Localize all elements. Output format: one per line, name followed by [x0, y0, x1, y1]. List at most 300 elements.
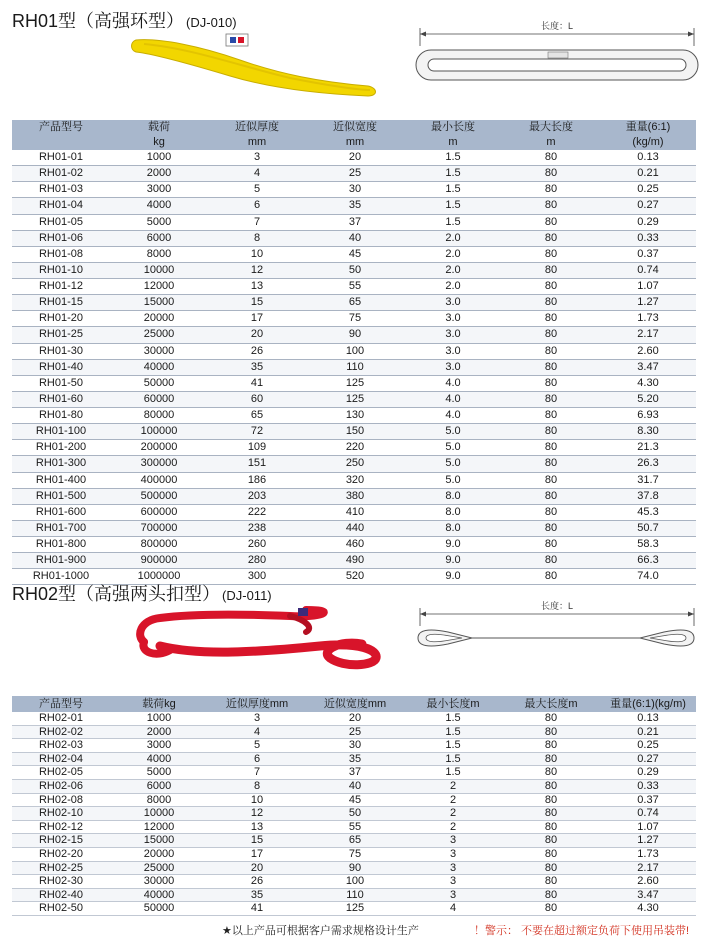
table-cell: RH02-20 — [12, 847, 110, 861]
table-cell: RH01-20 — [12, 311, 110, 327]
section2-title — [12, 583, 272, 607]
table-cell: 72 — [208, 424, 306, 440]
header-load: 载荷kg — [110, 696, 208, 712]
table-cell: 15000 — [110, 834, 208, 848]
table-cell: 5.0 — [404, 424, 502, 440]
table-cell: 200000 — [110, 440, 208, 456]
table-cell: 5 — [208, 739, 306, 753]
table-cell: 3.0 — [404, 343, 502, 359]
table-cell: 13 — [208, 820, 306, 834]
table-cell: 80 — [502, 712, 600, 725]
table-cell: 2.0 — [404, 262, 502, 278]
table-cell: 90 — [306, 327, 404, 343]
table-cell: 8 — [208, 230, 306, 246]
table-cell: 5 — [208, 182, 306, 198]
table-cell: 4.0 — [404, 391, 502, 407]
table-cell: 280 — [208, 553, 306, 569]
table-cell: 50 — [306, 807, 404, 821]
table-row — [12, 504, 696, 520]
header-load: 载荷 — [110, 120, 208, 135]
table-cell: 80 — [502, 766, 600, 780]
table-cell: 40000 — [110, 359, 208, 375]
table-cell: 5.0 — [404, 472, 502, 488]
table-cell: 2.17 — [600, 327, 696, 343]
table-cell: 4 — [208, 725, 306, 739]
table-row — [12, 875, 696, 889]
table-cell: 25000 — [110, 861, 208, 875]
table-cell: 75 — [306, 311, 404, 327]
table-cell: 80 — [502, 807, 600, 821]
table-cell: RH02-03 — [12, 739, 110, 753]
table-cell: 6 — [208, 752, 306, 766]
table-cell: 5.0 — [404, 456, 502, 472]
table-cell: RH01-300 — [12, 456, 110, 472]
table-cell: 6.93 — [600, 408, 696, 424]
table-row — [12, 820, 696, 834]
table-cell: 2.0 — [404, 246, 502, 262]
table-cell: 80 — [502, 343, 600, 359]
table-cell: 41 — [208, 375, 306, 391]
table-cell: 500000 — [110, 488, 208, 504]
table-row — [12, 279, 696, 295]
table-row — [12, 359, 696, 375]
table-cell: 3.0 — [404, 311, 502, 327]
header-model: 产品型号 — [12, 696, 110, 712]
table-cell: RH01-01 — [12, 150, 110, 166]
table-cell: 15 — [208, 834, 306, 848]
table-cell: 80 — [502, 440, 600, 456]
table-cell: RH02-50 — [12, 902, 110, 916]
table-cell: RH01-50 — [12, 375, 110, 391]
table-cell: 50000 — [110, 375, 208, 391]
table-cell: 0.74 — [600, 807, 696, 821]
unit-weight: (kg/m) — [600, 135, 696, 150]
table-cell: 37 — [306, 766, 404, 780]
table-cell: RH01-02 — [12, 166, 110, 182]
unit-min-length: m — [404, 135, 502, 150]
table-cell: 3 — [404, 861, 502, 875]
table-row — [12, 456, 696, 472]
table-cell: 35 — [306, 198, 404, 214]
table-cell: 1.5 — [404, 725, 502, 739]
table-cell: 0.13 — [600, 150, 696, 166]
table-cell: 65 — [306, 834, 404, 848]
table-cell: 80 — [502, 820, 600, 834]
table-cell: 12000 — [110, 820, 208, 834]
loop-sling-diagram — [410, 14, 700, 84]
table-cell: 0.74 — [600, 262, 696, 278]
table-cell: 9.0 — [404, 537, 502, 553]
table-cell: RH01-15 — [12, 295, 110, 311]
table-cell: 80 — [502, 504, 600, 520]
table-cell: 4000 — [110, 752, 208, 766]
section1-title — [12, 10, 237, 34]
table-row — [12, 834, 696, 848]
table-cell: RH02-01 — [12, 712, 110, 725]
table-cell: 15 — [208, 295, 306, 311]
table-cell: 1.5 — [404, 739, 502, 753]
table-row — [12, 779, 696, 793]
table-cell: 25 — [306, 166, 404, 182]
table-cell: 125 — [306, 391, 404, 407]
table-cell: 26.3 — [600, 456, 696, 472]
table-cell: 9.0 — [404, 553, 502, 569]
table-cell: 800000 — [110, 537, 208, 553]
table-cell: 2000 — [110, 725, 208, 739]
table-cell: 80 — [502, 725, 600, 739]
table-cell: 4 — [404, 902, 502, 916]
table-cell: 1.5 — [404, 166, 502, 182]
table-cell: 150 — [306, 424, 404, 440]
table-cell: RH01-1000 — [12, 569, 110, 585]
table-cell: RH01-60 — [12, 391, 110, 407]
table-cell: 1000 — [110, 712, 208, 725]
eye-sling-diagram — [410, 598, 700, 658]
table-cell: 0.21 — [600, 725, 696, 739]
table-cell: 2.60 — [600, 343, 696, 359]
table-cell: 80 — [502, 295, 600, 311]
table-cell: RH01-100 — [12, 424, 110, 440]
table-cell: 109 — [208, 440, 306, 456]
table-cell: 80 — [502, 834, 600, 848]
table-cell: 490 — [306, 553, 404, 569]
table-cell: RH01-08 — [12, 246, 110, 262]
table-cell: 7 — [208, 214, 306, 230]
table-cell: 20 — [208, 861, 306, 875]
table-cell: 20 — [208, 327, 306, 343]
table-cell: 80 — [502, 424, 600, 440]
table-cell: 100 — [306, 875, 404, 889]
rh02-table-body — [12, 712, 696, 915]
table-cell: 3.0 — [404, 327, 502, 343]
table-cell: RH01-700 — [12, 520, 110, 536]
header-model: 产品型号 — [12, 120, 110, 135]
table-cell: 6000 — [110, 779, 208, 793]
table-row — [12, 766, 696, 780]
custom-production-note: ★以上产品可根据客户需求规格设计生产 — [222, 925, 419, 937]
table-cell: 50 — [306, 262, 404, 278]
table-cell: 0.21 — [600, 166, 696, 182]
table-cell: 5000 — [110, 214, 208, 230]
table-row — [12, 262, 696, 278]
table-cell: 17 — [208, 311, 306, 327]
table-cell: 26 — [208, 343, 306, 359]
table-row — [12, 391, 696, 407]
table-cell: 60000 — [110, 391, 208, 407]
table-cell: 8.0 — [404, 488, 502, 504]
table-cell: RH01-25 — [12, 327, 110, 343]
table-cell: 80 — [502, 246, 600, 262]
table-cell: 5.20 — [600, 391, 696, 407]
header-max-length: 最大长度m — [502, 696, 600, 712]
table-cell: 8.30 — [600, 424, 696, 440]
table-cell: RH01-600 — [12, 504, 110, 520]
table-cell: 41 — [208, 902, 306, 916]
table-cell: 1000 — [110, 150, 208, 166]
table-cell: 1.07 — [600, 820, 696, 834]
table-cell: 1.73 — [600, 311, 696, 327]
table-cell: 8.0 — [404, 520, 502, 536]
table-cell: 4.0 — [404, 375, 502, 391]
header-thickness: 近似厚度mm — [208, 696, 306, 712]
table-cell: RH01-800 — [12, 537, 110, 553]
table-cell: 2 — [404, 807, 502, 821]
table-cell: 55 — [306, 279, 404, 295]
table-cell: 10 — [208, 793, 306, 807]
table-cell: 8000 — [110, 793, 208, 807]
table-cell: 80 — [502, 279, 600, 295]
table-cell: 2 — [404, 793, 502, 807]
table-cell: 80 — [502, 888, 600, 902]
table-row — [12, 488, 696, 504]
table-cell: 8.0 — [404, 504, 502, 520]
table-cell: 151 — [208, 456, 306, 472]
table-cell: 58.3 — [600, 537, 696, 553]
table-row — [12, 150, 696, 166]
table-cell: 2.0 — [404, 230, 502, 246]
table-cell: 410 — [306, 504, 404, 520]
table-cell: 12 — [208, 807, 306, 821]
table-cell: 80 — [502, 739, 600, 753]
table-cell: 460 — [306, 537, 404, 553]
table-cell: RH01-10 — [12, 262, 110, 278]
table-row — [12, 182, 696, 198]
table-cell: 80 — [502, 391, 600, 407]
table-row — [12, 553, 696, 569]
table-cell: 4.0 — [404, 408, 502, 424]
table-cell: 15000 — [110, 295, 208, 311]
length-label: 长度：L — [540, 601, 574, 611]
table-cell: 80 — [502, 456, 600, 472]
table-cell: 55 — [306, 820, 404, 834]
table-cell: 10000 — [110, 807, 208, 821]
table-cell: 3000 — [110, 739, 208, 753]
table-cell: 1.27 — [600, 834, 696, 848]
table-cell: 30 — [306, 739, 404, 753]
table-cell: 3.47 — [600, 359, 696, 375]
table-cell: 130 — [306, 408, 404, 424]
table-cell: RH01-03 — [12, 182, 110, 198]
table-cell: 80 — [502, 408, 600, 424]
header-weight: 重量(6:1)(kg/m) — [600, 696, 696, 712]
table-row — [12, 793, 696, 807]
table-cell: RH02-08 — [12, 793, 110, 807]
table-cell: 125 — [306, 902, 404, 916]
table-cell: 80 — [502, 875, 600, 889]
table-cell: 4.30 — [600, 902, 696, 916]
table-cell: 5000 — [110, 766, 208, 780]
table-cell: RH02-10 — [12, 807, 110, 821]
table-cell: 25000 — [110, 327, 208, 343]
table-cell: 21.3 — [600, 440, 696, 456]
table-cell: 3 — [208, 712, 306, 725]
table-cell: 1.5 — [404, 214, 502, 230]
table-cell: 80 — [502, 182, 600, 198]
section1-title-text: RH01型（高强环型） — [12, 11, 185, 31]
table-cell: 186 — [208, 472, 306, 488]
table-cell: 6000 — [110, 230, 208, 246]
table-cell: 80 — [502, 793, 600, 807]
overload-warning-note: ！警示： 不要在超过额定负荷下使用吊装带! — [474, 925, 690, 937]
table-cell: 80 — [502, 569, 600, 585]
table-cell: 80 — [502, 150, 600, 166]
table-row — [12, 472, 696, 488]
table-cell: 80 — [502, 553, 600, 569]
table-cell: 250 — [306, 456, 404, 472]
table-row — [12, 537, 696, 553]
table-cell: RH01-30 — [12, 343, 110, 359]
table-cell: 6 — [208, 198, 306, 214]
table-unit-row — [12, 135, 696, 150]
table-cell: 1.73 — [600, 847, 696, 861]
table-row — [12, 888, 696, 902]
table-cell: 45 — [306, 793, 404, 807]
table-cell: 320 — [306, 472, 404, 488]
table-cell: 260 — [208, 537, 306, 553]
table-row — [12, 712, 696, 725]
table-cell: 520 — [306, 569, 404, 585]
table-cell: RH02-06 — [12, 779, 110, 793]
table-cell: 440 — [306, 520, 404, 536]
rh01-table-body — [12, 150, 696, 585]
rh01-spec-table — [12, 120, 696, 585]
table-row — [12, 230, 696, 246]
table-cell: 30000 — [110, 875, 208, 889]
table-cell: 8 — [208, 779, 306, 793]
red-eye-sling-image — [130, 606, 390, 670]
table-cell: 700000 — [110, 520, 208, 536]
table-cell: 66.3 — [600, 553, 696, 569]
table-row — [12, 424, 696, 440]
table-cell: RH01-400 — [12, 472, 110, 488]
unit-load: kg — [110, 135, 208, 150]
header-width: 近似宽度 — [306, 120, 404, 135]
header-thickness: 近似厚度 — [208, 120, 306, 135]
length-label: 长度：L — [540, 21, 574, 31]
table-cell: 0.37 — [600, 246, 696, 262]
table-row — [12, 861, 696, 875]
table-cell: 2.0 — [404, 279, 502, 295]
table-cell: 30000 — [110, 343, 208, 359]
table-cell: 80 — [502, 166, 600, 182]
header-max-length: 最大长度 — [502, 120, 600, 135]
table-cell: 3.47 — [600, 888, 696, 902]
table-cell: 40 — [306, 779, 404, 793]
table-cell: 3.0 — [404, 295, 502, 311]
table-cell: 10 — [208, 246, 306, 262]
table-cell: 80 — [502, 847, 600, 861]
table-cell: RH02-25 — [12, 861, 110, 875]
table-cell: 37 — [306, 214, 404, 230]
table-cell: 125 — [306, 375, 404, 391]
table-cell: 4.30 — [600, 375, 696, 391]
table-cell: 80 — [502, 311, 600, 327]
table-cell: 35 — [208, 359, 306, 375]
table-cell: 3 — [404, 847, 502, 861]
table-row — [12, 375, 696, 391]
table-cell: 3 — [404, 834, 502, 848]
table-cell: 37.8 — [600, 488, 696, 504]
table-cell: 5.0 — [404, 440, 502, 456]
table-cell: 20 — [306, 150, 404, 166]
table-row — [12, 807, 696, 821]
table-cell: 35 — [208, 888, 306, 902]
table-cell: 74.0 — [600, 569, 696, 585]
unit-width: mm — [306, 135, 404, 150]
table-cell: 0.13 — [600, 712, 696, 725]
table-cell: RH01-05 — [12, 214, 110, 230]
table-cell: 80 — [502, 779, 600, 793]
table-cell: 0.27 — [600, 198, 696, 214]
table-cell: 80000 — [110, 408, 208, 424]
table-cell: 20 — [306, 712, 404, 725]
section2-title-text: RH02型（高强两头扣型） — [12, 584, 221, 604]
table-cell: 0.33 — [600, 230, 696, 246]
table-cell: 40000 — [110, 888, 208, 902]
table-cell: RH01-80 — [12, 408, 110, 424]
header-width: 近似宽度mm — [306, 696, 404, 712]
table-cell: 80 — [502, 488, 600, 504]
table-row — [12, 847, 696, 861]
table-cell: RH01-900 — [12, 553, 110, 569]
table-cell: 7 — [208, 766, 306, 780]
table-cell: 238 — [208, 520, 306, 536]
table-cell: RH02-30 — [12, 875, 110, 889]
table-cell: RH02-04 — [12, 752, 110, 766]
table-cell: 2.60 — [600, 875, 696, 889]
table-cell: 80 — [502, 375, 600, 391]
table-cell: 300 — [208, 569, 306, 585]
table-cell: 80 — [502, 359, 600, 375]
table-cell: 3 — [404, 888, 502, 902]
table-cell: 1.5 — [404, 182, 502, 198]
table-cell: 9.0 — [404, 569, 502, 585]
table-cell: 100 — [306, 343, 404, 359]
table-cell: 0.29 — [600, 766, 696, 780]
table-cell: 1000000 — [110, 569, 208, 585]
table-row — [12, 902, 696, 916]
header-min-length: 最小长度m — [404, 696, 502, 712]
table-cell: 2000 — [110, 166, 208, 182]
yellow-round-sling-image — [130, 32, 380, 100]
table-cell: 4 — [208, 166, 306, 182]
table-cell: RH02-02 — [12, 725, 110, 739]
table-cell: 65 — [306, 295, 404, 311]
table-cell: 12 — [208, 262, 306, 278]
table-cell: 25 — [306, 725, 404, 739]
table-cell: 17 — [208, 847, 306, 861]
table-cell: 8000 — [110, 246, 208, 262]
table-row — [12, 725, 696, 739]
table-cell: 100000 — [110, 424, 208, 440]
table-cell: RH02-15 — [12, 834, 110, 848]
table-cell: 2.17 — [600, 861, 696, 875]
table-row — [12, 166, 696, 182]
table-cell: RH01-12 — [12, 279, 110, 295]
table-cell: 380 — [306, 488, 404, 504]
table-cell: 60 — [208, 391, 306, 407]
table-cell: 1.07 — [600, 279, 696, 295]
table-cell: 20000 — [110, 311, 208, 327]
table-cell: 3.0 — [404, 359, 502, 375]
table-row — [12, 343, 696, 359]
table-cell: 0.27 — [600, 752, 696, 766]
table-cell: 75 — [306, 847, 404, 861]
table-cell: 80 — [502, 214, 600, 230]
table-cell: 50000 — [110, 902, 208, 916]
table-row — [12, 520, 696, 536]
table-row — [12, 246, 696, 262]
